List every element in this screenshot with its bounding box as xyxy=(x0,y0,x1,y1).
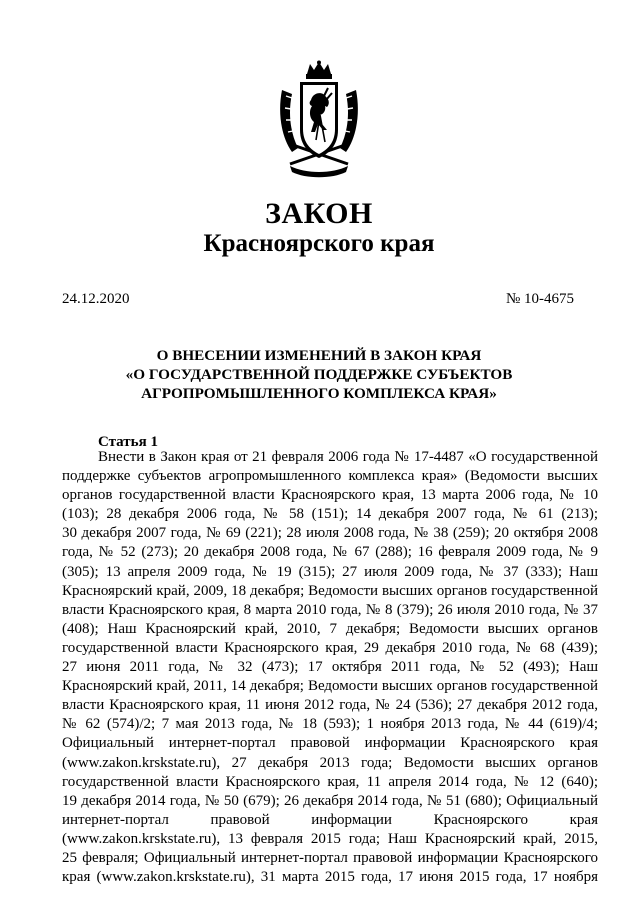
law-subtitle: Красноярского края xyxy=(203,230,435,257)
body-line: органов государственной власти Красноярского края, 13 марта 2006 года, № 10 xyxy=(62,487,598,504)
body-line: 25 февраля; Официальный интернет-портал правовой информации Красноярского xyxy=(62,849,598,866)
body-line: Официальный интернет-портал правовой информации Красноярского края xyxy=(62,735,598,752)
body-line: (408); Наш Красноярский край, 2010, 7 декабря; Ведомости высших органов xyxy=(62,620,598,637)
body-line: (www.zakon.krskstate.ru), 13 февраля 2015 года; Наш Красноярский край, 2015, xyxy=(62,830,598,847)
body-line: власти Красноярского края, 8 марта 2010 года, № 8 (379); 26 июля 2010 года, № 37 xyxy=(62,601,598,618)
document-heading xyxy=(0,346,638,403)
body-line: власти Красноярского края, 11 июня 2012 года, № 24 (536); 27 декабря 2012 года, xyxy=(62,697,598,714)
document-heading-line: АГРОПРОМЫШЛЕННОГО КОМПЛЕКСА КРАЯ» xyxy=(141,385,497,402)
article-title: Статья 1 xyxy=(98,434,158,450)
body-line: Красноярский край, 2011, 14 декабря; Ведомости высших органов государственной xyxy=(62,678,598,695)
body-line: государственной власти Красноярского края, 11 апреля 2014 года, № 12 (640); xyxy=(62,773,598,790)
body-line: (305); 13 апреля 2009 года, № 19 (315); 27 июля 2009 года, № 37 (333); Наш xyxy=(62,563,598,580)
document-heading-line: «О ГОСУДАРСТВЕННОЙ ПОДДЕРЖКЕ СУБЪЕКТОВ xyxy=(125,366,513,383)
body-line: Внести в Закон края от 21 февраля 2006 года № 17-4487 «О государственной xyxy=(98,449,598,465)
body-line: (103); 28 декабря 2006 года, № 58 (151); 14 декабря 2007 года, № 61 (213); xyxy=(62,506,598,523)
body-line: интернет-портал правовой информации Красноярского края xyxy=(62,811,598,828)
body-line: государственной власти Красноярского края, 29 декабря 2010 года, № 68 (439); xyxy=(62,639,598,656)
law-title: ЗАКОН xyxy=(265,197,373,230)
body-line: 27 июня 2011 года, № 32 (473); 17 октября 2011 года, № 52 (493); Наш xyxy=(62,659,598,676)
body-line: № 62 (574)/2; 7 мая 2013 года, № 18 (593); 1 ноября 2013 года, № 44 (619)/4; xyxy=(62,716,598,733)
document-date: 24.12.2020 xyxy=(62,291,130,307)
body-line: (www.zakon.krskstate.ru), 27 декабря 2013 года; Ведомости высших органов xyxy=(62,754,598,771)
document-number: № 10-4675 xyxy=(505,291,574,307)
body-line: года, № 52 (273); 20 декабря 2008 года, № 67 (288); 16 февраля 2009 года, № 9 xyxy=(62,544,598,561)
coat-of-arms-emblem xyxy=(276,60,362,180)
body-line: поддержке субъектов агропромышленного комплекса края» (Ведомости высших xyxy=(62,468,598,485)
body-line: Красноярский край, 2009, 18 декабря; Ведомости высших органов государственной xyxy=(62,582,598,599)
article-body xyxy=(62,448,598,887)
body-line: края (www.zakon.krskstate.ru), 31 марта 2015 года, 17 июня 2015 года, 17 ноября xyxy=(62,869,598,886)
body-line: 19 декабря 2014 года, № 50 (679); 26 декабря 2014 года, № 51 (680); Официальный xyxy=(62,792,598,809)
body-line: 30 декабря 2007 года, № 69 (221); 28 июля 2008 года, № 38 (259); 20 октября 2008 xyxy=(62,525,598,542)
document-heading-line: О ВНЕСЕНИИ ИЗМЕНЕНИЙ В ЗАКОН КРАЯ xyxy=(156,347,482,364)
